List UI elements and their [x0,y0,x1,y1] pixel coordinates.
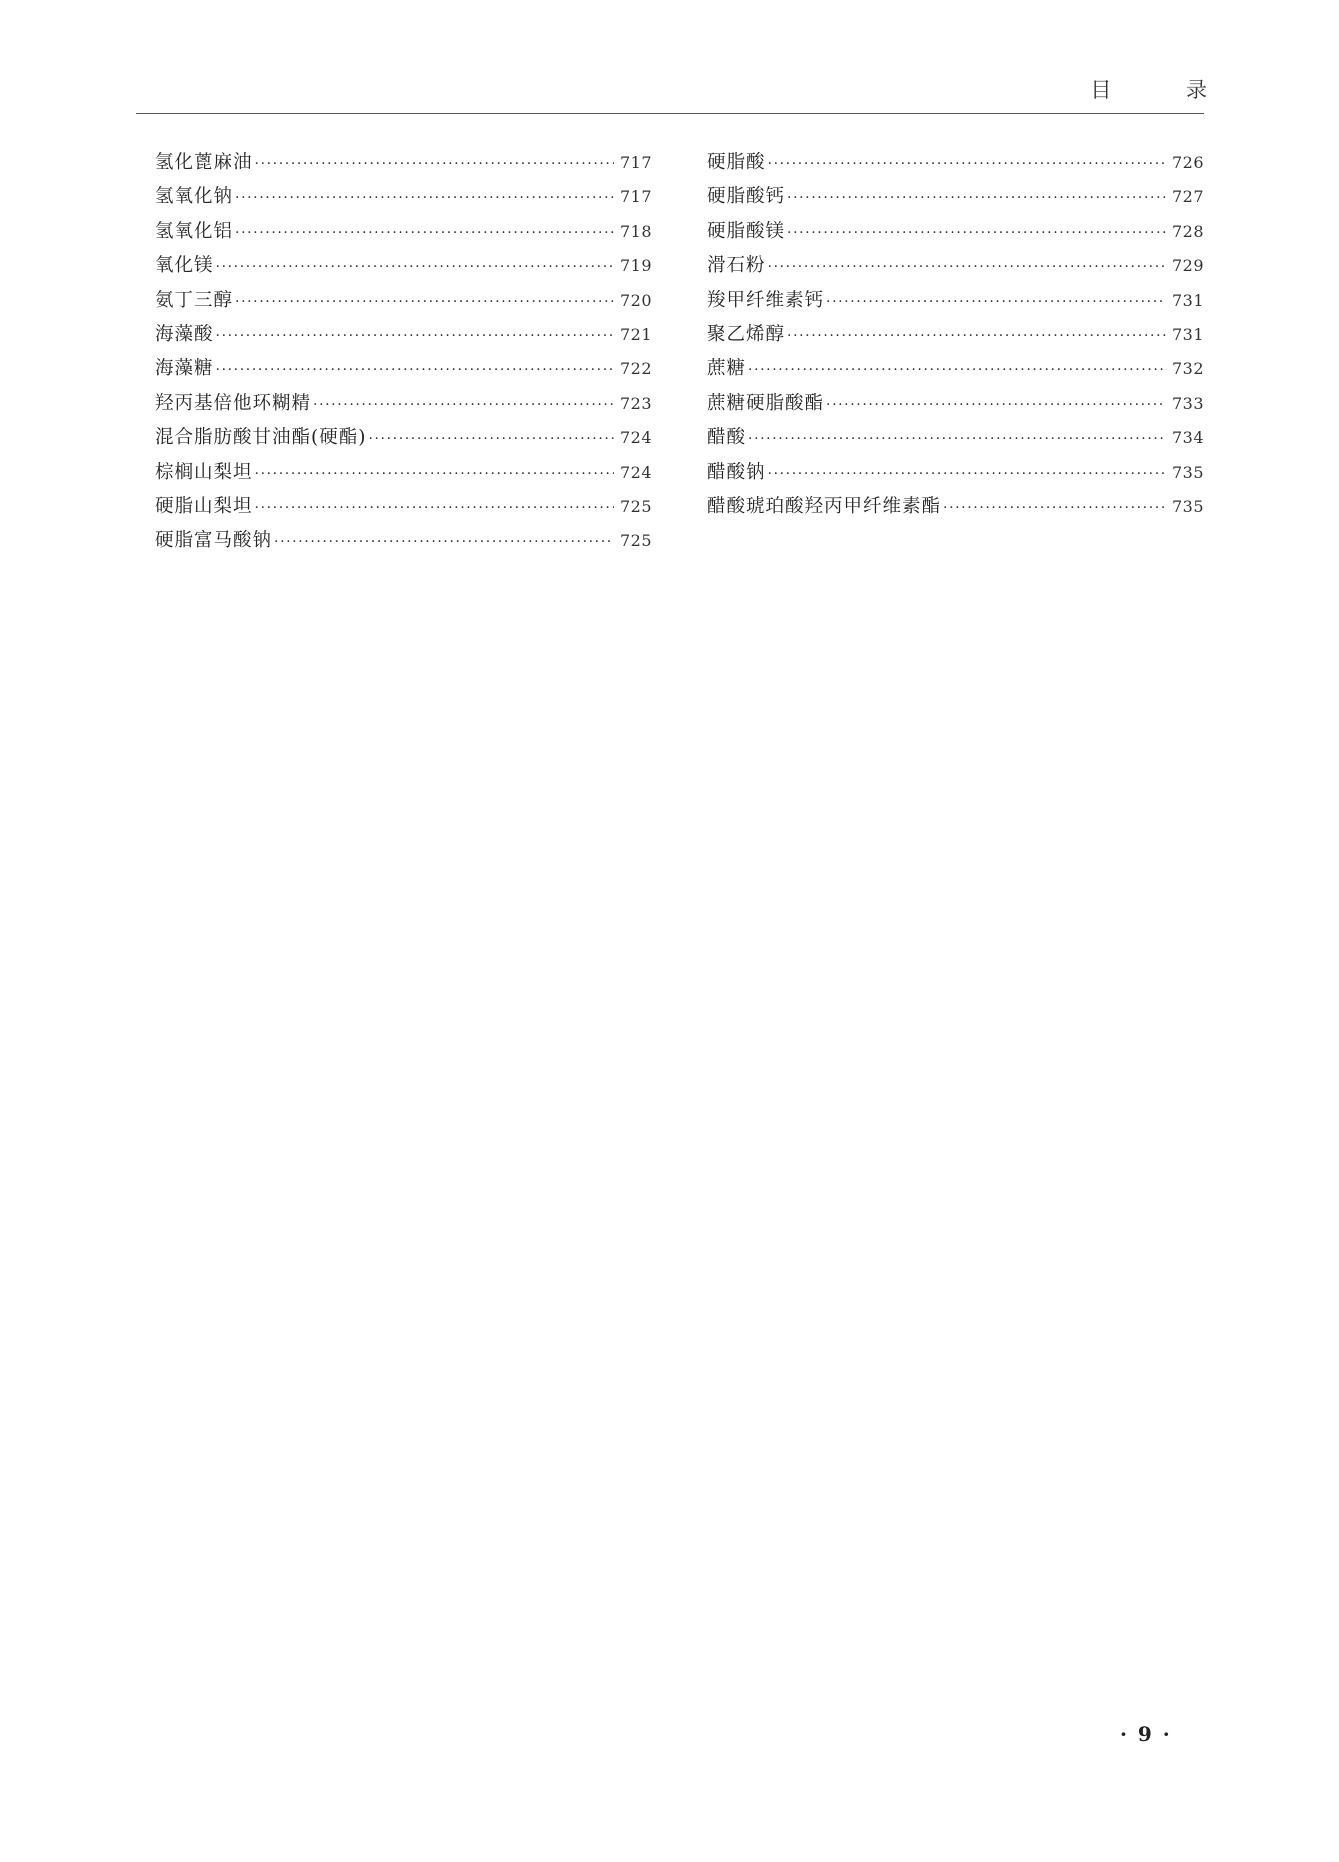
toc-entry-page: 731 [1171,324,1204,344]
dot-leader [826,388,1166,421]
toc-entry [707,421,1204,455]
toc-entry [707,180,1204,214]
toc-entry-title: 羧甲纤维素钙 [707,289,825,311]
page-header-title: 目 录 [1090,78,1241,102]
toc-column-right [707,146,1204,524]
toc-entry-title: 蔗糖 [707,358,747,380]
toc-entry-page: 719 [619,256,652,276]
page-number: · 9 · [1120,1722,1172,1746]
toc-column-left [155,146,652,559]
toc-entry [155,456,652,490]
toc-entry-title: 滑石粉 [707,255,766,277]
dot-leader [216,353,614,386]
toc-entry [707,284,1204,318]
toc-entry [707,318,1204,352]
toc-entry-title: 氧化镁 [155,255,214,277]
toc-entry-title: 海藻糖 [155,358,214,380]
toc-entry-page: 735 [1171,462,1204,482]
dot-leader [787,216,1166,249]
toc-entry-title: 醋酸钠 [707,461,766,483]
dot-leader [255,491,614,524]
toc-entry [707,387,1204,421]
toc-entry-title: 硬脂酸 [707,152,766,173]
toc-entry-title: 氢氧化铝 [155,220,234,242]
dot-leader [826,285,1166,318]
toc-entry [155,490,652,524]
toc-entry-page: 725 [619,496,652,516]
dot-leader [748,353,1166,386]
toc-entry [155,352,652,386]
toc-entry [155,524,652,558]
toc-entry [155,387,652,421]
dot-leader [216,250,614,283]
toc-entry [155,146,652,180]
toc-entry [155,284,652,318]
toc-entry-page: 725 [619,531,652,551]
toc-entry [707,146,1204,180]
toc-entry [707,490,1204,524]
toc-entry-page: 721 [619,324,652,344]
dot-leader [943,491,1166,524]
toc-entry [155,180,652,214]
toc-entry-title: 氢氧化钠 [155,186,234,208]
dot-leader [255,147,614,180]
dot-leader [768,250,1166,283]
dot-leader [787,319,1166,352]
toc-entry [707,215,1204,249]
toc-entry-page: 724 [619,428,652,448]
toc-entry-title: 混合脂肪酸甘油酯(硬酯) [155,427,367,449]
toc-entry-title: 聚乙烯醇 [707,323,786,345]
toc-entry-title: 硬脂酸钙 [707,186,786,208]
toc-entry-title: 海藻酸 [155,323,214,345]
dot-leader [313,388,614,421]
toc-entry-title: 氨丁三醇 [155,289,234,311]
dot-leader [274,525,614,558]
toc-entry-title: 醋酸琥珀酸羟丙甲纤维素酯 [707,495,942,517]
toc-entry [707,249,1204,283]
toc-entry-page: 717 [619,153,652,172]
dot-leader [748,422,1166,455]
toc-entry-page: 731 [1171,290,1204,310]
toc-entry [155,249,652,283]
dot-leader [768,147,1166,180]
dot-leader [255,457,614,490]
toc-entry-page: 734 [1171,428,1204,448]
header-rule [136,113,1204,114]
toc-entry-page: 722 [619,359,652,379]
toc-entry-title: 醋酸 [707,427,747,449]
toc-entry-page: 729 [1171,256,1204,276]
toc-entry-page: 723 [619,393,652,413]
toc-entry-title: 硬脂富马酸钠 [155,530,273,552]
toc-entry-page: 718 [619,221,652,241]
toc-entry-page: 726 [1171,153,1204,172]
toc-entry-title: 棕榈山梨坦 [155,461,253,483]
dot-leader [368,422,614,455]
dot-leader [235,216,614,249]
dot-leader [768,457,1166,490]
dot-leader [787,181,1166,214]
dot-leader [216,319,614,352]
toc-entry-page: 732 [1171,359,1204,379]
toc-entry [155,318,652,352]
toc-entry-page: 720 [619,290,652,310]
toc-entry-title: 硬脂山梨坦 [155,495,253,517]
toc-entry [155,421,652,455]
toc-entry-page: 724 [619,462,652,482]
toc-entry [707,456,1204,490]
toc-entry-page: 717 [619,187,652,207]
toc-entry-title: 蔗糖硬脂酸酯 [707,392,825,414]
dot-leader [235,181,614,214]
toc-entry [155,215,652,249]
dot-leader [235,285,614,318]
toc-entry-title: 羟丙基倍他环糊精 [155,392,312,414]
toc-entry-page: 735 [1171,496,1204,516]
toc-entry-title: 硬脂酸镁 [707,220,786,242]
toc-entry [707,352,1204,386]
toc-entry-page: 728 [1171,221,1204,241]
toc-entry-page: 727 [1171,187,1204,207]
toc-entry-title: 氢化蓖麻油 [155,152,253,173]
toc-entry-page: 733 [1171,393,1204,413]
